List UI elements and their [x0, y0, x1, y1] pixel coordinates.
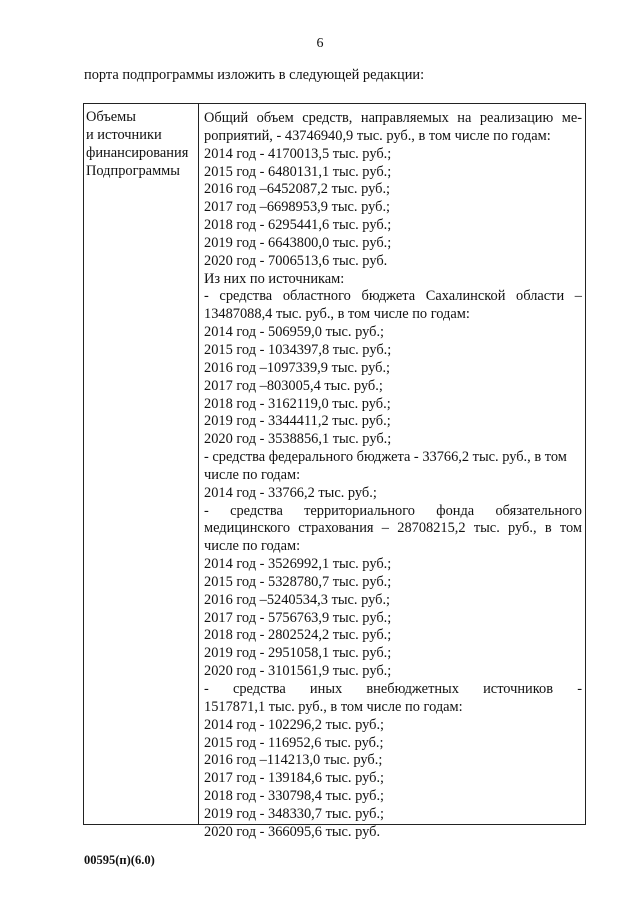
funding-detail-line: 2014 год - 506959,0 тыс. руб.; [204, 324, 385, 341]
funding-label-line: и источники [86, 127, 162, 143]
funding-detail-line: 2019 год - 2951058,1 тыс. руб.; [204, 645, 392, 662]
funding-detail-line: 2020 год - 366095,6 тыс. руб. [204, 823, 381, 840]
funding-detail-line: числе по годам: [204, 538, 301, 555]
funding-label-cell [84, 104, 199, 824]
funding-detail-line: роприятий, - 43746940,9 тыс. руб., в том числе по годам: [204, 127, 551, 144]
funding-detail-line: - средства территориального фонда обязательного [204, 502, 582, 519]
funding-detail-line: Из них по источникам: [204, 270, 345, 287]
funding-detail-line: 13487088,4 тыс. руб., в том числе по годам: [204, 306, 470, 323]
funding-detail-line: 2014 год - 4170013,5 тыс. руб.; [204, 145, 392, 162]
funding-details-cell [202, 104, 585, 840]
funding-detail-line: Общий объем средств, направляемых на реализацию ме- [204, 110, 582, 126]
funding-detail-line: 2020 год - 3538856,1 тыс. руб.; [204, 431, 392, 448]
funding-detail-line: 2016 год –6452087,2 тыс. руб.; [204, 181, 391, 198]
funding-detail-line: 2016 год –114213,0 тыс. руб.; [204, 752, 383, 769]
funding-detail-line: 2020 год - 7006513,6 тыс. руб. [204, 252, 388, 269]
funding-detail-line: 2015 год - 6480131,1 тыс. руб.; [204, 163, 392, 180]
funding-detail-line: 2018 год - 6295441,6 тыс. руб.; [204, 217, 392, 234]
page-number: 6 [316, 36, 324, 51]
funding-detail-line: 2019 год - 3344411,2 тыс. руб.; [204, 413, 391, 430]
funding-detail-line: 2015 год - 5328780,7 тыс. руб.; [204, 573, 392, 590]
funding-detail-line: 2017 год –803005,4 тыс. руб.; [204, 377, 383, 394]
funding-detail-line: 2018 год - 330798,4 тыс. руб.; [204, 788, 385, 805]
funding-detail-line: числе по годам: [204, 466, 301, 483]
funding-detail-line: 2016 год –1097339,9 тыс. руб.; [204, 359, 391, 376]
funding-label-line: Подпрограммы [86, 163, 180, 179]
funding-detail-line: 2020 год - 3101561,9 тыс. руб.; [204, 663, 392, 680]
funding-detail-line: 2015 год - 116952,6 тыс. руб.; [204, 734, 384, 751]
funding-detail-line: медицинского страхования – 28708215,2 тыс. руб., в том [204, 520, 582, 537]
funding-detail-line: 2014 год - 33766,2 тыс. руб.; [204, 484, 377, 501]
funding-detail-line: 2014 год - 3526992,1 тыс. руб.; [204, 556, 392, 573]
funding-detail-line: 1517871,1 тыс. руб., в том числе по годам: [204, 698, 463, 715]
funding-detail-line: 2019 год - 6643800,0 тыс. руб.; [204, 234, 392, 251]
funding-detail-line: 2015 год - 1034397,8 тыс. руб.; [204, 341, 392, 358]
funding-detail-line: - средства областного бюджета Сахалинской области – [204, 288, 582, 305]
funding-detail-line: 2017 год - 5756763,9 тыс. руб.; [204, 609, 392, 626]
intro-text: порта подпрограммы изложить в следующей редакции: [84, 67, 425, 83]
funding-detail-line: - средства федерального бюджета - 33766,2 тыс. руб., в том [204, 449, 567, 466]
funding-detail-line: 2018 год - 3162119,0 тыс. руб.; [204, 395, 391, 412]
funding-detail-line: 2014 год - 102296,2 тыс. руб.; [204, 716, 385, 733]
funding-detail-line: 2018 год - 2802524,2 тыс. руб.; [204, 627, 392, 644]
funding-label-line: Объемы [86, 109, 136, 125]
funding-detail-line: 2017 год –6698953,9 тыс. руб.; [204, 199, 391, 216]
funding-detail-line: 2019 год - 348330,7 тыс. руб.; [204, 805, 385, 822]
document-code: 00595(п)(6.0) [84, 853, 155, 867]
funding-label-line: финансирования [86, 145, 189, 161]
funding-detail-line: 2016 год –5240534,3 тыс. руб.; [204, 591, 391, 608]
funding-detail-line: - средства иных внебюджетных источников - [204, 681, 582, 697]
funding-detail-line: 2017 год - 139184,6 тыс. руб.; [204, 770, 385, 787]
funding-table [83, 103, 586, 840]
